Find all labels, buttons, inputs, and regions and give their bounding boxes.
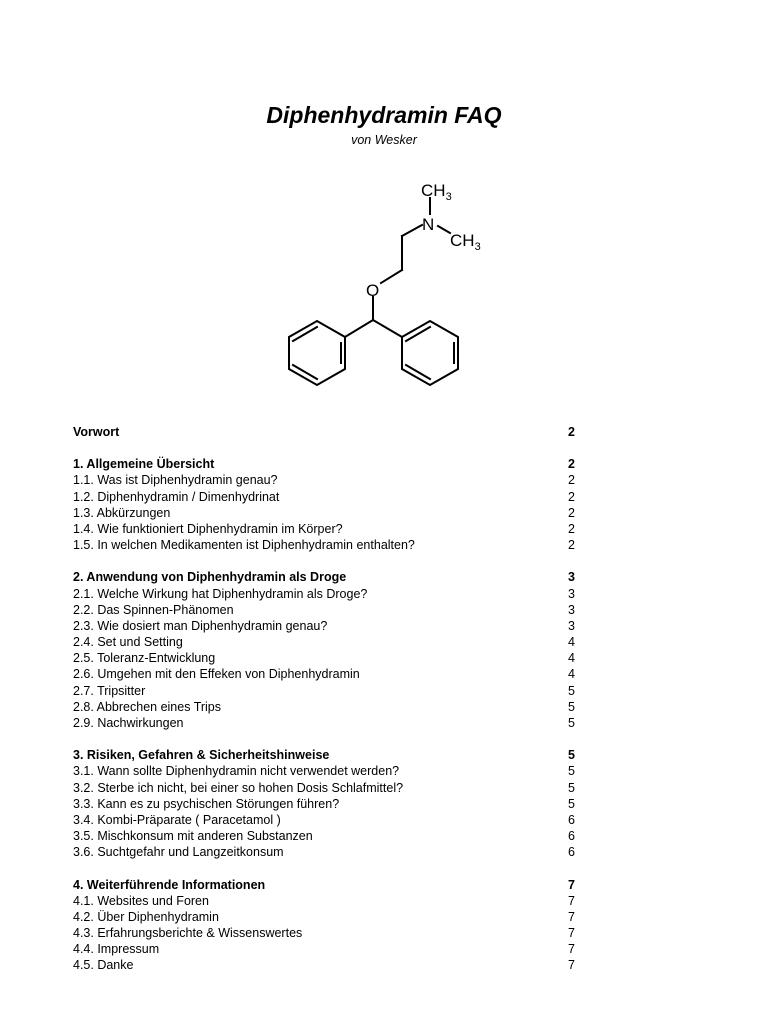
toc-page-number: 5 — [568, 796, 575, 811]
toc-entry — [73, 634, 575, 650]
toc-entry — [73, 489, 575, 505]
toc-section-heading — [73, 877, 575, 893]
toc-entry-label: 2.8. Abbrechen eines Trips — [73, 699, 222, 714]
toc-page-number: 2 — [568, 457, 575, 472]
toc-entry — [73, 650, 575, 666]
toc-entry — [73, 844, 575, 860]
toc-entry — [73, 618, 575, 634]
toc-entry-label: 4. Weiterführende Informationen — [73, 877, 266, 892]
diphenhydramine-structure — [268, 172, 498, 402]
toc-page-number: 7 — [568, 942, 575, 957]
toc-page-number: 7 — [568, 877, 575, 892]
toc-entry — [73, 893, 575, 909]
toc-page-number: 2 — [568, 489, 575, 504]
toc-entry-label: 2.6. Umgehen mit den Effeken von Diphenhydramin — [73, 667, 360, 682]
toc-page-number: 4 — [568, 667, 575, 682]
toc-entry-label: 3.2. Sterbe ich nicht, bei einer so hohen Dosis Schlafmittel? — [73, 780, 404, 795]
toc-entry — [73, 683, 575, 699]
toc-entry-label: 3.4. Kombi-Präparate ( Paracetamol ) — [73, 812, 281, 827]
toc-entry — [73, 699, 575, 715]
toc-page-number: 6 — [568, 829, 575, 844]
toc-entry-label: 2.7. Tripsitter — [73, 683, 146, 698]
toc-page-number: 5 — [568, 716, 575, 730]
toc-entry-label: 4.5. Danke — [73, 958, 134, 973]
toc-page-number: 5 — [568, 764, 575, 779]
toc-entry-label: 2.5. Toleranz-Entwicklung — [73, 651, 216, 666]
toc-entry — [73, 909, 575, 925]
toc-entry-label: 1.4. Wie funktioniert Diphenhydramin im Körper? — [73, 521, 343, 536]
toc-page-number: 3 — [568, 586, 575, 601]
table-of-contents — [73, 424, 575, 990]
toc-page-number: 7 — [568, 909, 575, 924]
toc-entry — [73, 537, 575, 553]
toc-entry-label: 3.6. Suchtgefahr und Langzeitkonsum — [73, 845, 284, 860]
document-title: Diphenhydramin FAQ — [266, 102, 502, 128]
toc-section-heading — [73, 456, 575, 472]
toc-section — [73, 456, 575, 553]
toc-entry — [73, 957, 575, 973]
toc-entry — [73, 812, 575, 828]
toc-page-number: 2 — [568, 538, 575, 553]
toc-page-number: 2 — [568, 505, 575, 520]
toc-entry-label: 4.3. Erfahrungsberichte & Wissenswertes — [73, 926, 303, 941]
toc-entry — [73, 505, 575, 521]
toc-page-number: 3 — [568, 618, 575, 633]
toc-entry — [73, 602, 575, 618]
toc-page-number: 4 — [568, 651, 575, 666]
toc-entry — [73, 780, 575, 796]
toc-section — [73, 569, 575, 731]
toc-entry-label: 3.3. Kann es zu psychischen Störungen führen? — [73, 796, 340, 811]
toc-entry — [73, 763, 575, 779]
toc-page-number: 7 — [568, 893, 575, 908]
toc-entry-label: 2.2. Das Spinnen-Phänomen — [73, 602, 234, 617]
toc-entry-label: 3. Risiken, Gefahren & Sicherheitshinweise — [73, 748, 330, 763]
toc-entry — [73, 796, 575, 812]
toc-section-heading — [73, 747, 575, 763]
toc-entry-label: 3.1. Wann sollte Diphenhydramin nicht verwendet werden? — [73, 764, 400, 779]
toc-entry-label: 1.2. Diphenhydramin / Dimenhydrinat — [73, 489, 280, 504]
toc-page-number: 5 — [568, 748, 575, 763]
toc-entry-label: 1.5. In welchen Medikamenten ist Diphenhydramin enthalten? — [73, 538, 415, 553]
toc-entry-label: 2.1. Welche Wirkung hat Diphenhydramin als Droge? — [73, 586, 368, 601]
toc-entry — [73, 715, 575, 731]
ch3-right-label: $CH_3$ — [450, 231, 481, 253]
toc-page-number: 7 — [568, 958, 575, 973]
toc-page-number: 5 — [568, 780, 575, 795]
toc-entry-label: 4.2. Über Diphenhydramin — [73, 909, 219, 924]
toc-page-number: 3 — [568, 570, 575, 585]
toc-entry — [73, 925, 575, 941]
document-author: von Wesker — [351, 133, 417, 147]
toc-page-number: 2 — [568, 473, 575, 488]
toc-entry — [73, 941, 575, 957]
toc-page-number: 3 — [568, 602, 575, 617]
toc-entry-label: 4.1. Websites und Foren — [73, 893, 209, 908]
toc-entry-label: 3.5. Mischkonsum mit anderen Substanzen — [73, 829, 313, 844]
toc-entry-label: 1.1. Was ist Diphenhydramin genau? — [73, 473, 278, 488]
toc-entry-label: 2.9. Nachwirkungen — [73, 716, 184, 730]
toc-entry-label: 2.3. Wie dosiert man Diphenhydramin genau? — [73, 618, 328, 633]
toc-entry-label: 2.4. Set und Setting — [73, 635, 183, 650]
toc-page-number: 6 — [568, 812, 575, 827]
toc-entry-label: 2. Anwendung von Diphenhydramin als Droge — [73, 570, 347, 585]
toc-section-heading — [73, 424, 575, 440]
toc-page-number: 2 — [568, 521, 575, 536]
toc-page-number: 6 — [568, 845, 575, 860]
toc-page-number: 2 — [568, 425, 575, 439]
toc-page-number: 4 — [568, 635, 575, 650]
toc-entry-label: Vorwort — [73, 425, 120, 439]
toc-entry-label: 1.3. Abkürzungen — [73, 505, 171, 520]
toc-entry-label: 1. Allgemeine Übersicht — [73, 457, 215, 472]
toc-page-number: 5 — [568, 699, 575, 714]
toc-entry — [73, 472, 575, 488]
toc-section — [73, 747, 575, 860]
ch3-top-label: $CH_3$ — [421, 181, 452, 203]
oxygen-label: O — [366, 281, 380, 300]
toc-entry — [73, 828, 575, 844]
toc-section-heading — [73, 569, 575, 585]
toc-page-number: 5 — [568, 683, 575, 698]
toc-page-number: 7 — [568, 926, 575, 941]
toc-entry-label: 4.4. Impressum — [73, 942, 160, 957]
toc-entry — [73, 666, 575, 682]
toc-section — [73, 424, 575, 440]
nitrogen-label: N — [422, 215, 435, 234]
toc-entry — [73, 586, 575, 602]
toc-entry — [73, 521, 575, 537]
toc-section — [73, 877, 575, 974]
